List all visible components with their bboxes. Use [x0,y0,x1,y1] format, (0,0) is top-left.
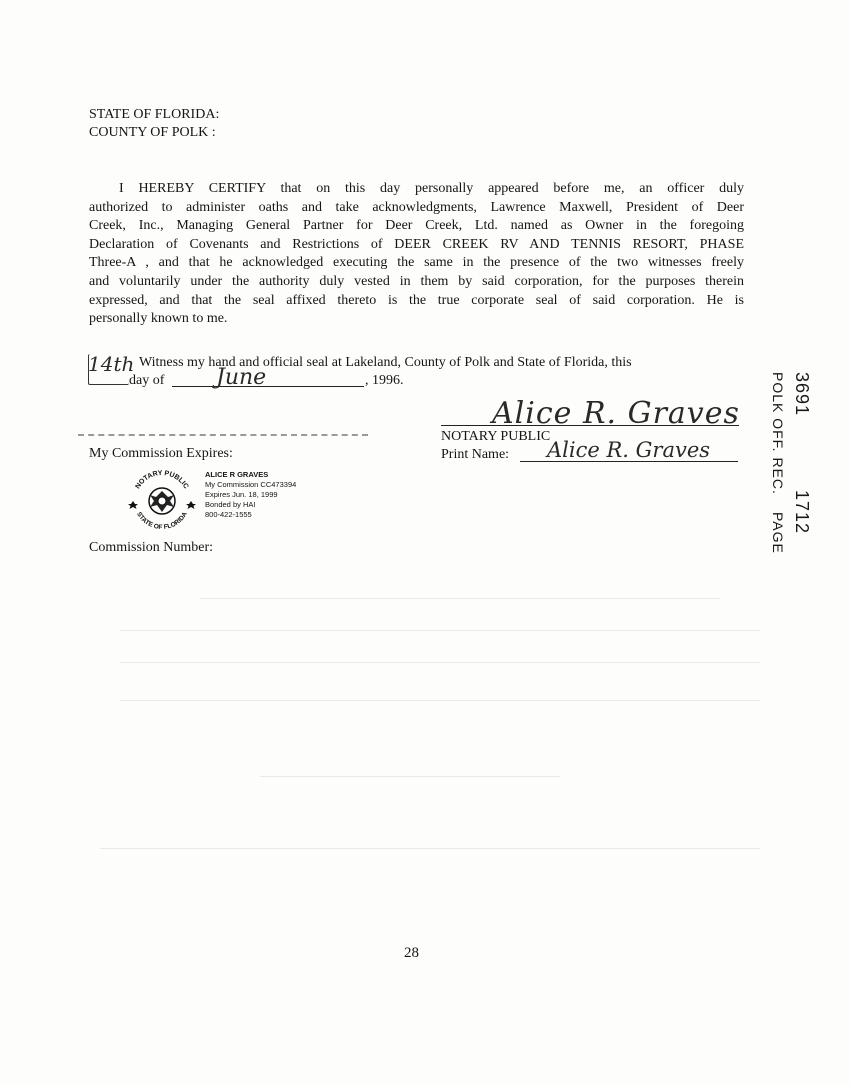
seal-top-text: NOTARY PUBLIC [134,469,190,491]
year-text: , 1996. [365,373,404,388]
stamp-text [205,470,296,520]
stamp-name: ALICE R GRAVES [205,470,269,479]
record-page-label: PAGE [770,512,786,554]
state-heading: STATE OF FLORIDA: [89,107,220,122]
body-line: authorized to administer oaths and take acknowledgments, Lawrence Maxwell, President of Deer [89,199,744,215]
witness-line: Witness my hand and official seal at Lakeland, County of Polk and State of Florida, this [139,355,632,370]
record-book-number: 3691 [792,372,812,417]
seal-bottom-text: STATE OF FLORIDA [135,510,189,532]
body-line: expressed, and that the seal affixed thereto is the true corporate seal of said corporation. He is [89,292,744,308]
stamp-commission: My Commission CC473394 [205,480,297,489]
day-of-label: day of [129,373,165,388]
notary-seal [126,465,198,537]
body-line: Three-A , and that he acknowledged executing the same in the presence of the two witnesses freely [89,255,744,271]
print-name-label: Print Name: [441,447,510,462]
body-line: personally known to me. [89,311,228,327]
stamp-phone: 800-422-1555 [205,510,252,519]
record-book-label: POLK OFF. REC. [770,372,786,495]
commission-expires-label: My Commission Expires: [89,446,233,461]
body-line: I HEREBY CERTIFY that on this day personally appeared before me, an officer duly [119,181,744,196]
month-blank [172,386,364,387]
county-heading: COUNTY OF POLK : [89,125,216,140]
stamp-bonded: Bonded by HAI [205,500,256,509]
body-line: Declaration of Covenants and Restrictions of DEER CREEK RV AND TENNIS RESORT, PHASE [89,236,744,252]
stamp-expires: Expires Jun. 18, 1999 [205,490,278,499]
record-page-number: 1712 [792,490,812,535]
body-line: Creek, Inc., Managing General Partner for Deer Creek, Ltd. named as Owner in the foregoing [89,218,744,234]
page-number: 28 [404,945,419,961]
body-line: and voluntarily under the authority duly vested in them by said corporation, for the purposes therein [89,274,744,289]
svg-text:NOTARY PUBLIC [135,470,190,490]
notary-signature: Alice R. Graves [492,396,740,431]
signature-line [441,425,739,426]
erased-line [78,434,368,440]
handwritten-day: 14th [88,352,135,376]
day-blank-mark [88,354,129,385]
handwritten-month: June [216,365,267,390]
notary-title: NOTARY PUBLIC [441,429,551,444]
handwritten-print-name: Alice R. Graves [547,438,711,462]
commission-number-label: Commission Number: [89,540,214,555]
